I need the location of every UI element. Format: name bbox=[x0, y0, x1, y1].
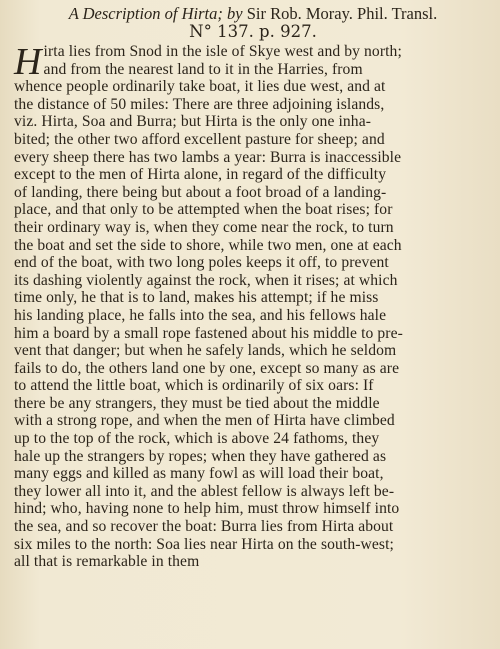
text-line: of landing, there being but about a foot broad of a landing- bbox=[14, 183, 387, 201]
text-line: all that is remarkable in them bbox=[14, 553, 200, 571]
text-line: up to the top of the rock, which is above 24 fathoms, they bbox=[14, 430, 380, 448]
text-line: hind; who, having none to help him, must throw himself into bbox=[14, 500, 400, 518]
text-line: him a board by a small rope fastened about his middle to pre- bbox=[14, 324, 403, 342]
drop-cap: H bbox=[14, 41, 42, 83]
text-line: many eggs and killed as many fowl as will load their boat, bbox=[14, 465, 384, 483]
text-line: viz. Hirta, Soa and Burra; but Hirta is the only one inha- bbox=[14, 113, 372, 131]
text-line: place, and that only to be attempted when the boat rises; for bbox=[14, 201, 393, 219]
text-line: six miles to the north: Soa lies near Hirta on the south-west; bbox=[14, 535, 394, 553]
text-line: there be any strangers, they must be tied about the middle bbox=[14, 394, 380, 412]
text-line: bited; the other two afford excellent pasture for sheep; and bbox=[14, 130, 385, 148]
title-part-b: Hirta; bbox=[181, 4, 223, 23]
text-line: irta lies from Snod in the isle of Skye west and by north; bbox=[43, 43, 402, 60]
text-line: their ordinary way is, when they come near the rock, to turn bbox=[14, 218, 394, 236]
text-line: vent that danger; but when he safely lands, which he seldom bbox=[14, 342, 397, 360]
article-title bbox=[14, 4, 492, 23]
text-line: and from the nearest land to it in the Harries, from bbox=[43, 60, 363, 78]
title-part-d: Sir Rob. Moray. bbox=[246, 4, 353, 23]
text-line: whence people ordinarily take boat, it lies due west, and at bbox=[14, 78, 386, 96]
text-line: hale up the strangers by ropes; when they have gathered as bbox=[14, 447, 387, 465]
text-line: time only, he that is to land, makes his attempt; if he miss bbox=[14, 289, 379, 307]
text-line: they lower all into it, and the ablest fellow is always left be- bbox=[14, 482, 395, 500]
text-line: end of the boat, with two long poles keeps it off, to prevent bbox=[14, 254, 389, 272]
article-reference: N° 137. p. 927. bbox=[189, 22, 317, 41]
text-line: every sheep there has two lambs a year: Burra is inaccessible bbox=[14, 148, 402, 166]
text-line: with a strong rope, and when the men of Hirta have climbed bbox=[14, 412, 395, 430]
text-line: to attend the little boat, which is ordinarily of six oars: If bbox=[14, 377, 374, 395]
title-part-a: A Description of bbox=[68, 4, 178, 23]
text-line: fails to do, the others land one by one, except so many as are bbox=[14, 359, 400, 377]
text-line: the boat and set the side to shore, while two men, one at each bbox=[14, 236, 402, 254]
text-line: the distance of 50 miles: There are three adjoining islands, bbox=[14, 95, 385, 113]
text-line: the sea, and so recover the boat: Burra lies from Hirta about bbox=[14, 518, 394, 536]
article-body bbox=[14, 43, 492, 571]
text-line: his landing place, he falls into the sea, and his fellows hale bbox=[14, 306, 387, 324]
text-line: its dashing violently against the rock, when it rises; at which bbox=[14, 271, 398, 289]
title-part-c: by bbox=[227, 4, 243, 23]
text-line: except to the men of Hirta alone, in regard of the difficulty bbox=[14, 166, 387, 184]
title-part-e: Phil. Transl. bbox=[357, 4, 438, 23]
